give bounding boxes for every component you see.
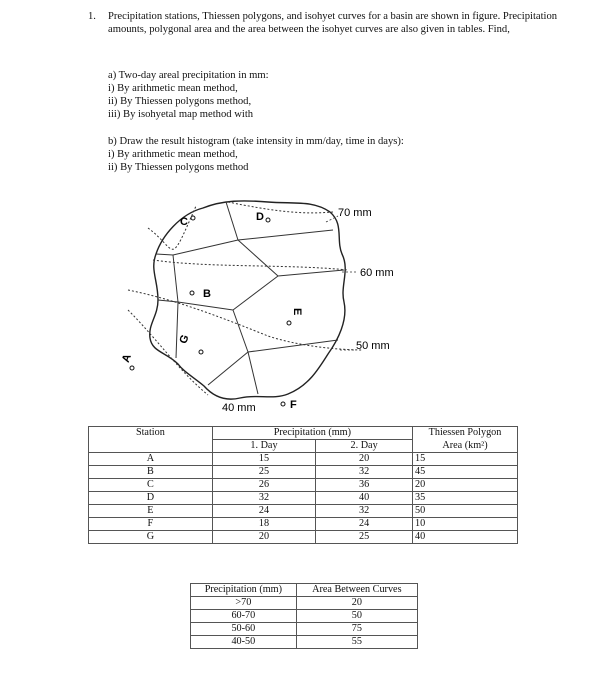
basin-figure xyxy=(108,190,428,420)
day2-cell: 32 xyxy=(316,466,413,479)
area-cell: 75 xyxy=(296,623,417,636)
day2-cell: 20 xyxy=(316,453,413,466)
part-a-item: iii) By isohyetal map method with xyxy=(108,109,254,120)
station-marker xyxy=(199,350,203,354)
station-label: E xyxy=(291,308,303,316)
range-cell: >70 xyxy=(191,597,297,610)
station-c xyxy=(180,216,195,228)
header-area-unit: Area (km²) xyxy=(412,440,517,453)
table-row xyxy=(89,531,518,544)
header-precip-range: Precipitation (mm) xyxy=(191,584,297,597)
table-header-row xyxy=(89,440,518,453)
day2-cell: 32 xyxy=(316,505,413,518)
table-row xyxy=(89,505,518,518)
part-a-item: i) By arithmetic mean method, xyxy=(108,83,238,94)
station-label: C xyxy=(180,216,188,228)
station-label: A xyxy=(119,352,134,365)
table-row xyxy=(89,518,518,531)
station-label: D xyxy=(256,211,264,223)
thiessen-polygons xyxy=(156,202,344,394)
station-table xyxy=(88,426,518,544)
basin-boundary xyxy=(150,201,345,399)
day2-cell: 36 xyxy=(316,479,413,492)
station-f xyxy=(281,399,297,411)
station-marker xyxy=(191,216,195,220)
station-g xyxy=(177,333,203,354)
isohyet-area-table xyxy=(190,583,418,649)
station-a xyxy=(120,353,134,370)
station-marker xyxy=(287,321,291,325)
day1-cell: 24 xyxy=(212,505,315,518)
isohyet-label: 60 mm xyxy=(360,267,394,279)
station-d xyxy=(256,211,270,223)
question xyxy=(88,10,558,36)
part-a-item: ii) By Thiessen polygons method, xyxy=(108,96,252,107)
station-cell: E xyxy=(89,505,213,518)
station-cell: F xyxy=(89,518,213,531)
header-precip: Precipitation (mm) xyxy=(212,427,412,440)
range-cell: 60-70 xyxy=(191,610,297,623)
part-a xyxy=(108,69,269,121)
table-row xyxy=(191,597,418,610)
station-b xyxy=(190,288,211,300)
day1-cell: 18 xyxy=(212,518,315,531)
table-row xyxy=(89,492,518,505)
part-b xyxy=(108,135,404,174)
area-cell: 10 xyxy=(412,518,517,531)
part-b-title: b) Draw the result histogram (take intensity in mm/day, time in days): xyxy=(108,136,404,147)
day1-cell: 26 xyxy=(212,479,315,492)
day1-cell: 15 xyxy=(212,453,315,466)
day2-cell: 25 xyxy=(316,531,413,544)
part-b-item: i) By arithmetic mean method, xyxy=(108,149,238,160)
part-b-item: ii) By Thiessen polygons method xyxy=(108,162,249,173)
day1-cell: 32 xyxy=(212,492,315,505)
station-label: F xyxy=(290,399,297,411)
station-label: G xyxy=(177,333,192,346)
station-marker xyxy=(281,402,285,406)
station-cell: A xyxy=(89,453,213,466)
table-header-row xyxy=(191,584,418,597)
station-marker xyxy=(130,366,134,370)
isohyet-label: 70 mm xyxy=(338,207,372,219)
header-day1: 1. Day xyxy=(212,440,315,453)
area-cell: 20 xyxy=(412,479,517,492)
station-cell: G xyxy=(89,531,213,544)
table-row xyxy=(89,466,518,479)
station-cell: D xyxy=(89,492,213,505)
header-day2: 2. Day xyxy=(316,440,413,453)
question-text: Precipitation stations, Thiessen polygons, and isohyet curves for a basin are shown in figure. Precipitation amounts, polygonal area and the area between the isohyet curves are also given in tables. Find, xyxy=(108,11,558,35)
table-row xyxy=(191,636,418,649)
isohyet-label: 40 mm xyxy=(222,402,256,414)
day1-cell: 25 xyxy=(212,466,315,479)
range-cell: 50-60 xyxy=(191,623,297,636)
station-label: B xyxy=(203,288,211,300)
area-cell: 20 xyxy=(296,597,417,610)
station-cell: B xyxy=(89,466,213,479)
header-area-between: Area Between Curves xyxy=(296,584,417,597)
station-marker xyxy=(190,291,194,295)
isohyet-label: 50 mm xyxy=(356,340,390,352)
area-cell: 35 xyxy=(412,492,517,505)
area-cell: 55 xyxy=(296,636,417,649)
header-area: Thiessen Polygon xyxy=(412,427,517,440)
question-number: 1. xyxy=(88,11,96,22)
area-cell: 50 xyxy=(412,505,517,518)
area-cell: 50 xyxy=(296,610,417,623)
area-cell: 45 xyxy=(412,466,517,479)
table-row xyxy=(89,453,518,466)
table-header-row xyxy=(89,427,518,440)
day2-cell: 24 xyxy=(316,518,413,531)
header-station: Station xyxy=(89,427,213,440)
part-a-title: a) Two-day areal precipitation in mm: xyxy=(108,70,269,81)
day2-cell: 40 xyxy=(316,492,413,505)
station-e xyxy=(287,308,303,325)
day1-cell: 20 xyxy=(212,531,315,544)
table-row xyxy=(191,623,418,636)
area-cell: 40 xyxy=(412,531,517,544)
station-cell: C xyxy=(89,479,213,492)
range-cell: 40-50 xyxy=(191,636,297,649)
station-marker xyxy=(266,218,270,222)
table-row xyxy=(89,479,518,492)
table-row xyxy=(191,610,418,623)
area-cell: 15 xyxy=(412,453,517,466)
